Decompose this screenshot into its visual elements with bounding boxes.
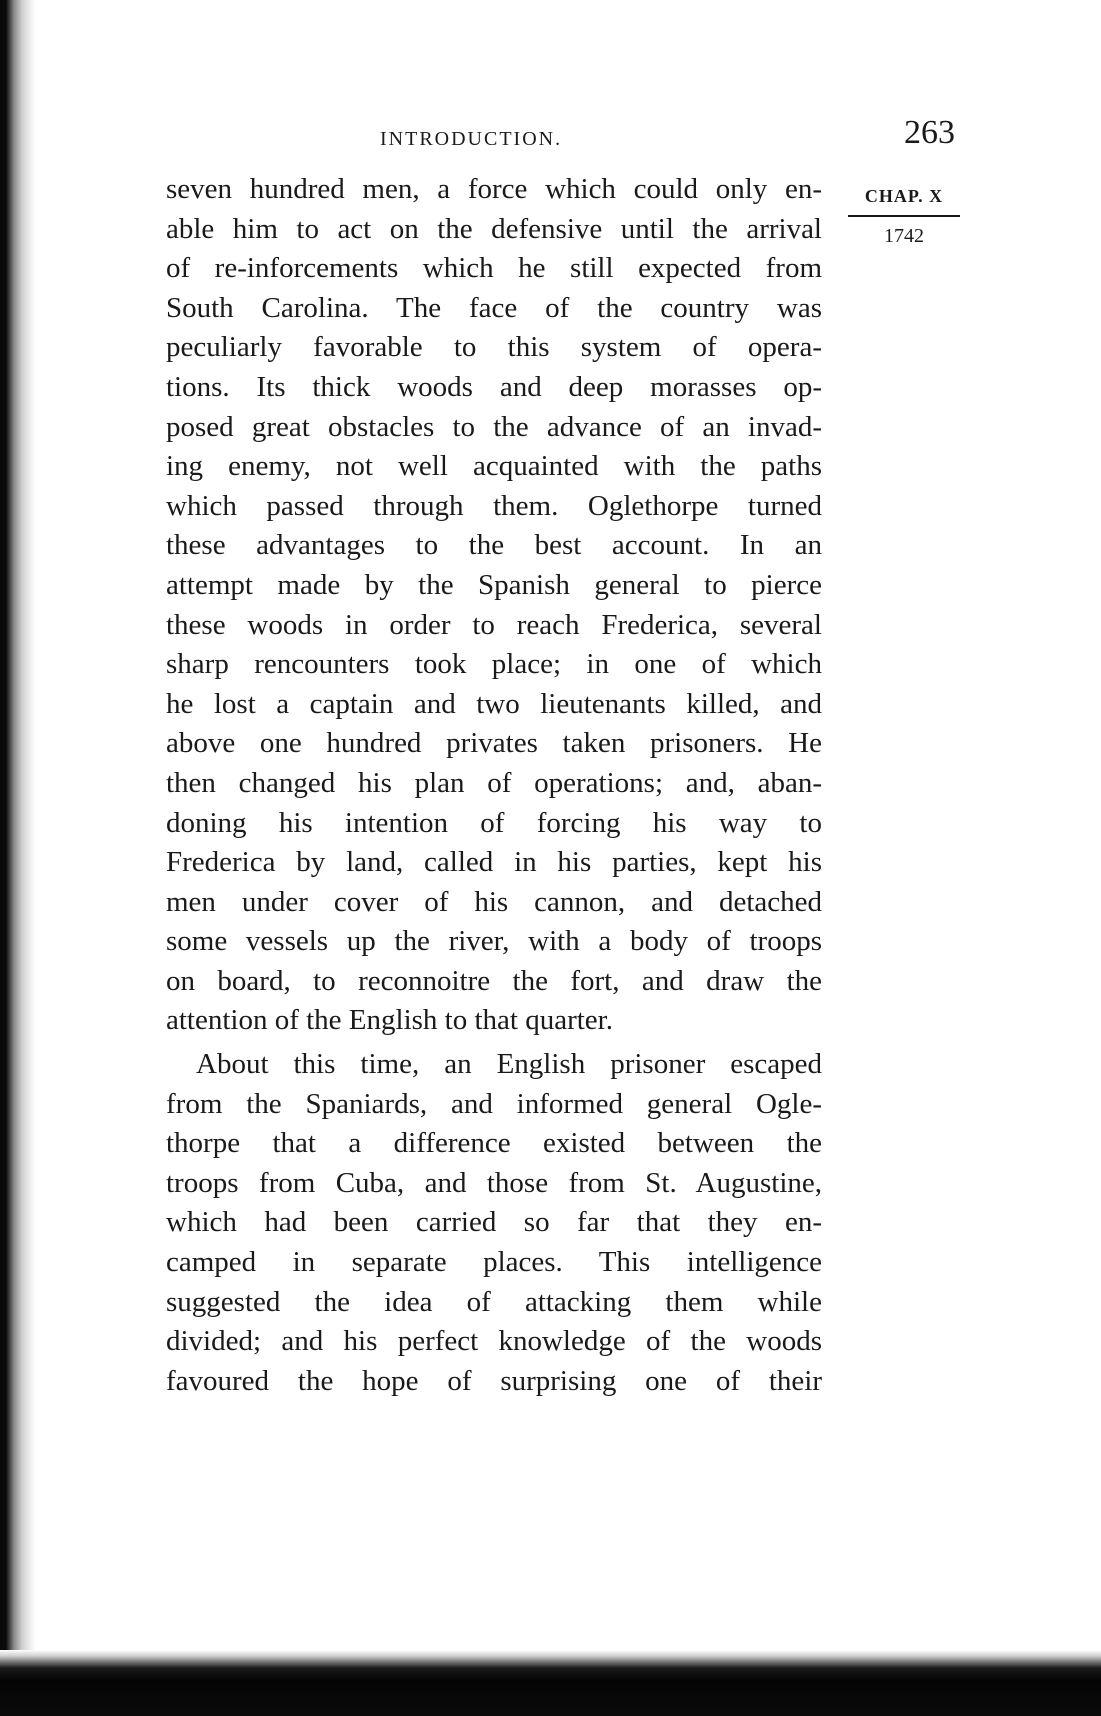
scan-bottom-band [0,1650,1101,1716]
text-line: posed great obstacles to the advance of an invad- [166,410,822,443]
text-line: attempt made by the Spanish general to pierce [166,568,822,601]
text-line: South Carolina. The face of the country was [166,291,822,324]
running-title: INTRODUCTION. [380,128,563,150]
text-line: then changed his plan of operations; and, aban- [166,766,822,799]
scan-binding-edge [0,0,36,1716]
text-line: seven hundred men, a force which could only en- [166,173,822,205]
chapter-label: CHAP. X [848,186,960,217]
paragraph-1 [166,170,822,1041]
text-line: which passed through them. Oglethorpe turned [166,489,822,522]
text-line: which had been carried so far that they en- [166,1206,822,1239]
text-line: camped in separate places. This intelligence [166,1246,822,1279]
text-line: doning his intention of forcing his way to [166,806,822,839]
text-line: some vessels up the river, with a body of troops [166,925,822,958]
text-line: thorpe that a difference existed between the [166,1127,822,1160]
text-line: troops from Cuba, and those from St. Augustine, [166,1166,822,1199]
text-line: above one hundred privates taken prisoners. He [166,727,822,760]
text-line: these advantages to the best account. In an [166,529,822,562]
text-line: from the Spaniards, and informed general Ogle- [166,1087,822,1120]
text-line: suggested the idea of attacking them while [166,1285,822,1318]
text-line: able him to act on the defensive until the arrival [166,212,822,245]
text-line: he lost a captain and two lieutenants killed, and [166,687,822,720]
body-text [166,170,822,1401]
text-line: men under cover of his cannon, and detached [166,885,822,918]
text-line: these woods in order to reach Frederica, several [166,608,822,641]
text-line: of re-inforcements which he still expected from [166,252,822,285]
margin-note [848,186,960,248]
text-line: Frederica by land, called in his parties, kept his [166,846,822,879]
text-line: on board, to reconnoitre the fort, and draw the [166,964,822,997]
text-line: divided; and his perfect knowledge of the woods [166,1325,822,1358]
paragraph-2 [166,1045,822,1401]
text-line: attention of the English to that quarter. [166,1004,613,1037]
text-line: tions. Its thick woods and deep morasses op- [166,370,822,403]
margin-year: 1742 [884,225,924,247]
text-line: favoured the hope of surprising one of their [166,1364,822,1397]
text-line: ing enemy, not well acquainted with the paths [166,450,822,483]
text-line: peculiarly favorable to this system of opera- [166,331,822,364]
text-line: About this time, an English prisoner escaped [196,1048,822,1081]
text-line: sharp rencounters took place; in one of which [166,648,822,681]
page-number: 263 [904,114,955,151]
